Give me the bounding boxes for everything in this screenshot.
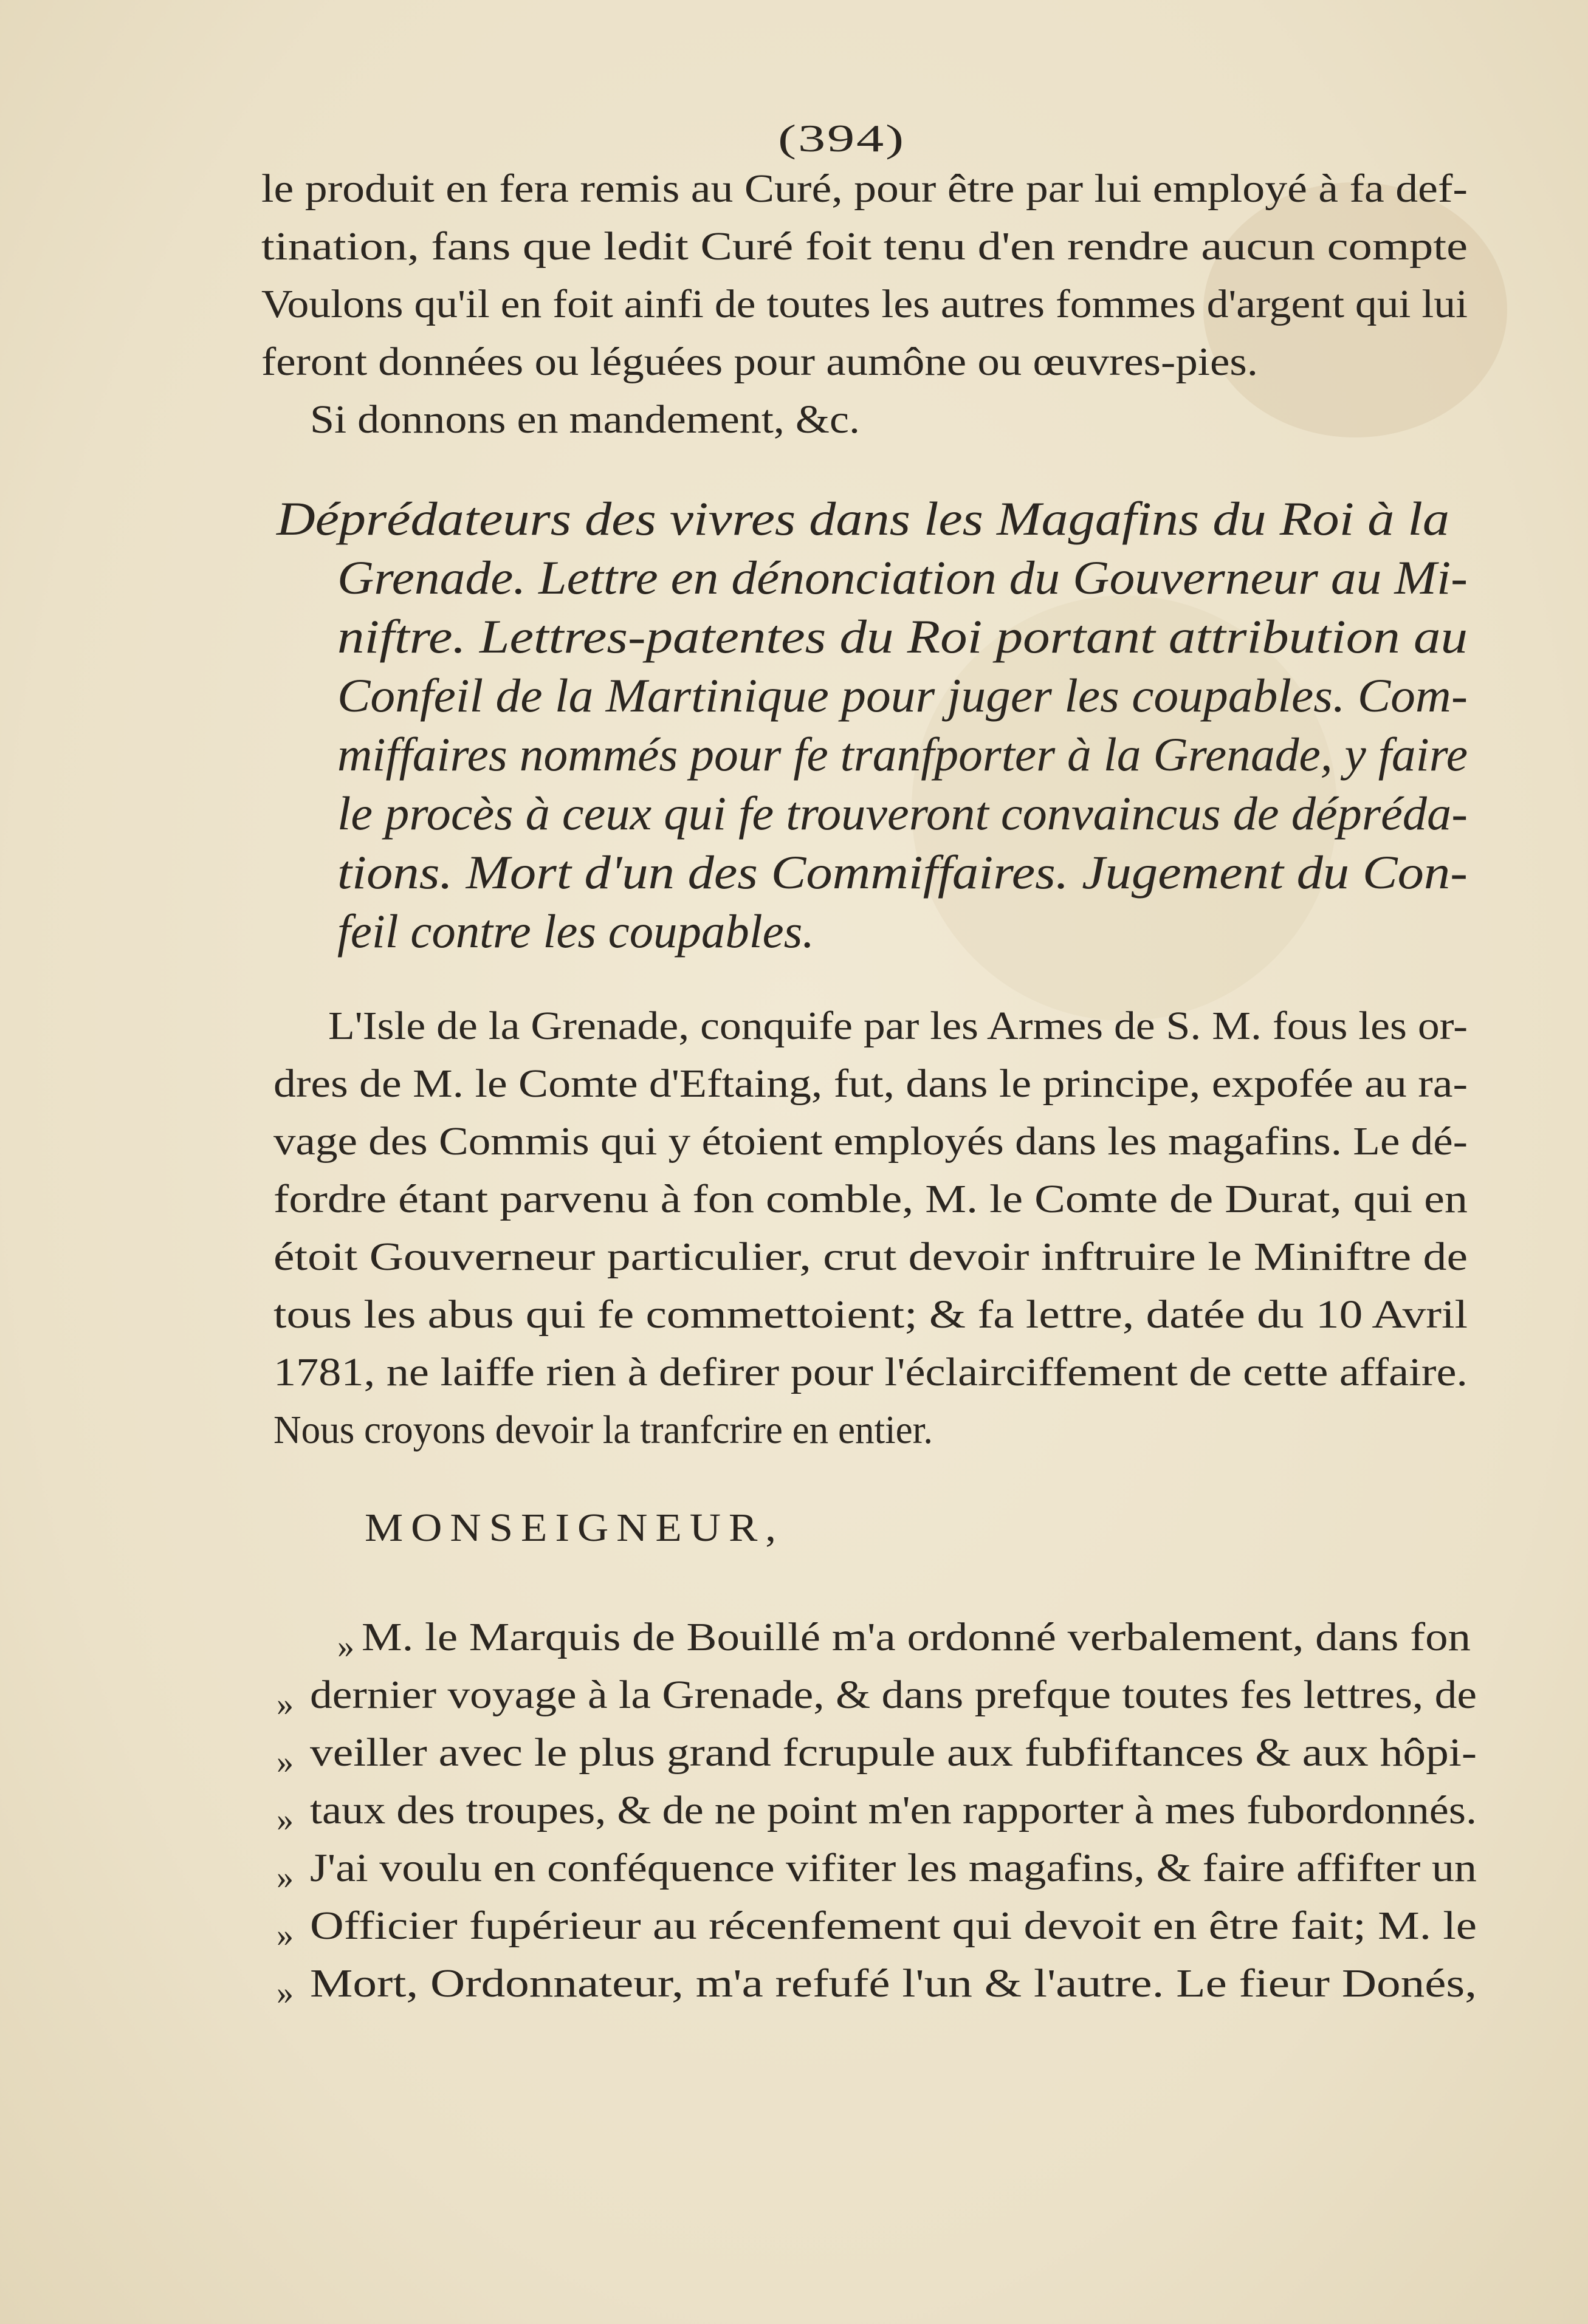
quote-mark: » bbox=[277, 1685, 294, 1723]
section-title-line: Déprédateurs des vivres dans les Magafins du Roi à la bbox=[277, 492, 1449, 545]
quote-mark: » bbox=[337, 1628, 354, 1665]
section-title-line: Confeil de la Martinique pour juger les coupables. Com- bbox=[337, 669, 1468, 722]
text-line: Nous croyons devoir la tranfcrire en entier. bbox=[273, 1408, 933, 1452]
letter-line: taux des troupes, & de ne point m'en rapporter à mes fubordonnés. bbox=[310, 1788, 1477, 1832]
letter-line: Mort, Ordonnateur, m'a refufé l'un & l'autre. Le fieur Donés, bbox=[310, 1961, 1477, 2006]
text-line: Voulons qu'il en foit ainfi de toutes les autres fommes d'argent qui lui bbox=[261, 282, 1468, 326]
section-title-line: Grenade. Lettre en dénonciation du Gouverneur au Mi- bbox=[337, 551, 1468, 604]
section-title-line: feil contre les coupables. bbox=[337, 905, 814, 958]
quote-mark: » bbox=[277, 1974, 294, 2012]
letter-line: J'ai voulu en conféquence vifiter les magafins, & faire affifter un bbox=[310, 1846, 1477, 1890]
letter-line: M. le Marquis de Bouillé m'a ordonné verbalement, dans fon bbox=[362, 1615, 1471, 1659]
quote-mark: » bbox=[277, 1801, 294, 1839]
quote-mark: » bbox=[277, 1859, 294, 1896]
text-line: Si donnons en mandement, &c. bbox=[310, 397, 860, 442]
text-line: dres de M. le Comte d'Eftaing, fut, dans le principe, expofée au ra- bbox=[273, 1061, 1468, 1106]
letter-line: dernier voyage à la Grenade, & dans prefque toutes fes lettres, de bbox=[310, 1673, 1477, 1717]
text-line: L'Isle de la Grenade, conquife par les Armes de S. M. fous les or- bbox=[328, 1004, 1468, 1048]
section-title-line: niftre. Lettres-patentes du Roi portant attribution au bbox=[337, 610, 1468, 663]
quote-mark: » bbox=[277, 1916, 294, 1954]
text-line: fordre étant parvenu à fon comble, M. le Comte de Durat, qui en bbox=[273, 1177, 1468, 1221]
section-title-line: miffaires nommés pour fe tranfporter à la Grenade, y faire bbox=[337, 728, 1468, 781]
section-title-line: le procès à ceux qui fe trouveront convaincus de dépréda- bbox=[337, 787, 1468, 840]
text-line: tination, fans que ledit Curé foit tenu d'en rendre aucun compte bbox=[261, 224, 1468, 269]
page-number: (394) bbox=[778, 117, 906, 160]
quote-mark: » bbox=[277, 1743, 294, 1781]
text-line: le produit en fera remis au Curé, pour être par lui employé à fa def- bbox=[261, 166, 1468, 211]
text-line: vage des Commis qui y étoient employés dans les magafins. Le dé- bbox=[273, 1119, 1468, 1164]
text-line: feront données ou léguées pour aumône ou œuvres-pies. bbox=[261, 340, 1258, 384]
section-title-line: tions. Mort d'un des Commiffaires. Jugement du Con- bbox=[337, 846, 1468, 899]
text-line: étoit Gouverneur particulier, crut devoir inftruire le Miniftre de bbox=[273, 1235, 1468, 1279]
letter-line: veiller avec le plus grand fcrupule aux fubfiftances & aux hôpi- bbox=[310, 1730, 1477, 1775]
text-line: 1781, ne laiffe rien à defirer pour l'éclairciffement de cette affaire. bbox=[273, 1350, 1468, 1394]
text-line: tous les abus qui fe commettoient; & fa lettre, datée du 10 Avril bbox=[273, 1292, 1468, 1337]
letter-line: Officier fupérieur au récenfement qui devoit en être fait; M. le bbox=[310, 1904, 1477, 1948]
letter-salutation: MONSEIGNEUR, bbox=[365, 1506, 784, 1550]
